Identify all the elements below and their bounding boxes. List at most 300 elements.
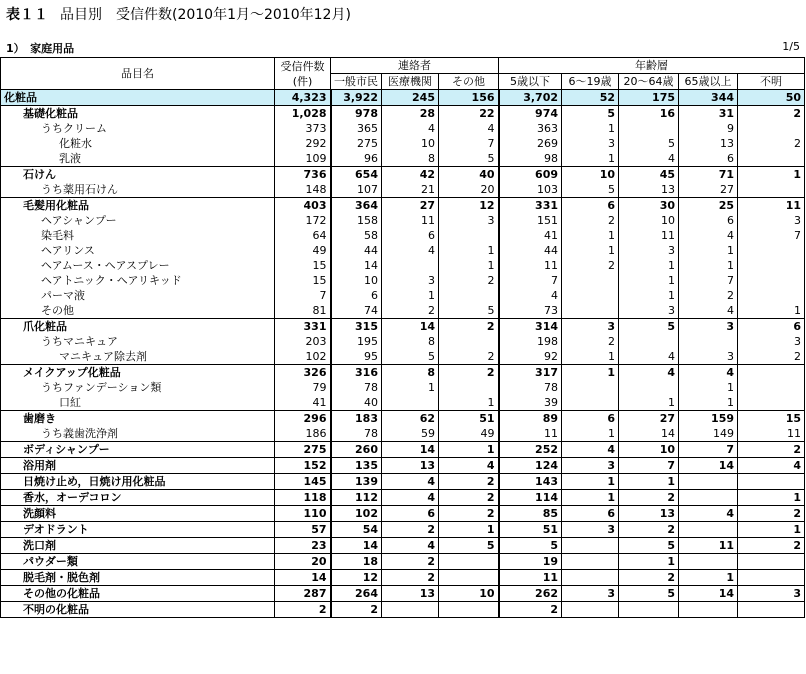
table-row <box>1 182 805 198</box>
row-item-name: 浴用剤 <box>1 458 275 474</box>
cell-age-20-64: 11 <box>619 228 679 243</box>
table-row <box>1 106 805 122</box>
table-body <box>1 90 805 618</box>
cell-age-6-19 <box>562 602 619 618</box>
cell-age-6-19 <box>562 538 619 554</box>
cell-count: 15 <box>275 273 331 288</box>
cell-contact-other: 1 <box>439 243 499 258</box>
cell-age-6-19: 5 <box>562 106 619 122</box>
cell-age-0-5: 103 <box>499 182 562 198</box>
cell-contact-medical: 11 <box>382 213 439 228</box>
cell-count: 15 <box>275 258 331 273</box>
cell-age-20-64 <box>619 121 679 136</box>
row-item-name: マニキュア除去剤 <box>1 349 275 365</box>
cell-age-0-5: 73 <box>499 303 562 319</box>
header-contact-medical: 医療機関 <box>382 74 439 90</box>
cell-age-65plus: 11 <box>679 538 738 554</box>
cell-age-unknown <box>738 151 805 167</box>
cell-age-65plus: 27 <box>679 182 738 198</box>
cell-age-0-5: 3,702 <box>499 90 562 106</box>
cell-contact-public: 96 <box>331 151 382 167</box>
cell-age-20-64: 5 <box>619 136 679 151</box>
cell-count: 203 <box>275 334 331 349</box>
cell-contact-medical: 4 <box>382 243 439 258</box>
header-age-unknown: 不明 <box>738 74 805 90</box>
cell-age-65plus <box>679 602 738 618</box>
header-count: 受信件数(件) <box>275 58 331 90</box>
cell-contact-public: 139 <box>331 474 382 490</box>
row-item-name: ヘアトニック・ヘアリキッド <box>1 273 275 288</box>
table-row <box>1 334 805 349</box>
cell-contact-medical: 1 <box>382 288 439 303</box>
cell-age-6-19 <box>562 288 619 303</box>
cell-contact-public: 112 <box>331 490 382 506</box>
cell-age-unknown: 3 <box>738 586 805 602</box>
cell-contact-medical: 4 <box>382 490 439 506</box>
cell-age-unknown: 1 <box>738 303 805 319</box>
cell-contact-medical: 2 <box>382 303 439 319</box>
cell-contact-medical: 245 <box>382 90 439 106</box>
cell-contact-other: 2 <box>439 365 499 381</box>
cell-age-20-64: 5 <box>619 319 679 335</box>
cell-contact-other: 2 <box>439 319 499 335</box>
cell-age-65plus: 31 <box>679 106 738 122</box>
cell-count: 41 <box>275 395 331 411</box>
cell-age-unknown: 50 <box>738 90 805 106</box>
cell-contact-public: 316 <box>331 365 382 381</box>
cell-age-6-19: 3 <box>562 458 619 474</box>
cell-contact-medical <box>382 602 439 618</box>
cell-contact-medical: 6 <box>382 228 439 243</box>
table-row <box>1 258 805 273</box>
cell-contact-medical: 1 <box>382 380 439 395</box>
cell-contact-other: 5 <box>439 538 499 554</box>
cell-age-6-19: 1 <box>562 474 619 490</box>
cell-contact-public: 183 <box>331 411 382 427</box>
table-row <box>1 121 805 136</box>
cell-age-20-64: 3 <box>619 303 679 319</box>
cell-age-20-64: 14 <box>619 426 679 442</box>
cell-count: 736 <box>275 167 331 183</box>
row-item-name: 脱毛剤・脱色剤 <box>1 570 275 586</box>
row-item-name: うち薬用石けん <box>1 182 275 198</box>
cell-age-65plus <box>679 554 738 570</box>
cell-age-6-19: 6 <box>562 506 619 522</box>
cell-age-65plus: 344 <box>679 90 738 106</box>
cell-contact-other: 2 <box>439 506 499 522</box>
cell-contact-medical: 5 <box>382 349 439 365</box>
cell-age-unknown <box>738 288 805 303</box>
cell-age-20-64: 4 <box>619 151 679 167</box>
cell-age-65plus: 1 <box>679 380 738 395</box>
cell-contact-medical: 4 <box>382 538 439 554</box>
cell-age-0-5: 314 <box>499 319 562 335</box>
cell-contact-public: 365 <box>331 121 382 136</box>
cell-age-65plus: 159 <box>679 411 738 427</box>
cell-contact-medical: 8 <box>382 365 439 381</box>
cell-contact-medical <box>382 258 439 273</box>
row-item-name: 染毛料 <box>1 228 275 243</box>
cell-contact-public: 10 <box>331 273 382 288</box>
cell-count: 2 <box>275 602 331 618</box>
cell-count: 49 <box>275 243 331 258</box>
cell-contact-public: 264 <box>331 586 382 602</box>
cell-age-20-64: 1 <box>619 288 679 303</box>
cell-contact-other <box>439 334 499 349</box>
cell-age-65plus: 13 <box>679 136 738 151</box>
table-row <box>1 554 805 570</box>
table-row <box>1 228 805 243</box>
cell-count: 14 <box>275 570 331 586</box>
cell-contact-other: 51 <box>439 411 499 427</box>
cell-contact-public: 102 <box>331 506 382 522</box>
cell-age-6-19 <box>562 303 619 319</box>
row-item-name: 石けん <box>1 167 275 183</box>
cell-contact-public: 158 <box>331 213 382 228</box>
table-row <box>1 602 805 618</box>
cell-contact-medical: 13 <box>382 586 439 602</box>
table-row <box>1 303 805 319</box>
cell-age-unknown: 3 <box>738 334 805 349</box>
cell-contact-medical: 8 <box>382 334 439 349</box>
cell-age-unknown: 11 <box>738 426 805 442</box>
cell-age-6-19: 1 <box>562 490 619 506</box>
cell-age-0-5: 151 <box>499 213 562 228</box>
cell-contact-public: 12 <box>331 570 382 586</box>
cell-age-unknown: 2 <box>738 506 805 522</box>
table-row <box>1 167 805 183</box>
cell-count: 7 <box>275 288 331 303</box>
table-row <box>1 442 805 458</box>
cell-age-6-19 <box>562 570 619 586</box>
row-item-name: うちクリーム <box>1 121 275 136</box>
cell-age-20-64: 1 <box>619 273 679 288</box>
cell-contact-other: 2 <box>439 273 499 288</box>
cell-contact-medical: 2 <box>382 554 439 570</box>
cell-age-0-5: 114 <box>499 490 562 506</box>
row-item-name: その他の化粧品 <box>1 586 275 602</box>
cell-contact-public: 78 <box>331 380 382 395</box>
table-row <box>1 90 805 106</box>
cell-contact-other: 4 <box>439 121 499 136</box>
cell-contact-other <box>439 570 499 586</box>
row-item-name: 日焼け止め，日焼け用化粧品 <box>1 474 275 490</box>
cell-age-20-64: 5 <box>619 586 679 602</box>
row-item-name: うちマニキュア <box>1 334 275 349</box>
cell-age-unknown: 2 <box>738 538 805 554</box>
cell-contact-other: 20 <box>439 182 499 198</box>
row-item-name: メイクアップ化粧品 <box>1 365 275 381</box>
table-row <box>1 586 805 602</box>
cell-count: 1,028 <box>275 106 331 122</box>
table-row <box>1 151 805 167</box>
cell-age-65plus: 4 <box>679 303 738 319</box>
cell-age-0-5: 5 <box>499 538 562 554</box>
cell-contact-other: 156 <box>439 90 499 106</box>
cell-contact-medical: 21 <box>382 182 439 198</box>
table-row <box>1 349 805 365</box>
table-title-text: 品目別 受信件数(2010年1月～2010年12月) <box>60 7 351 23</box>
cell-contact-medical: 62 <box>382 411 439 427</box>
cell-count: 23 <box>275 538 331 554</box>
cell-age-65plus: 7 <box>679 273 738 288</box>
cell-age-20-64: 1 <box>619 554 679 570</box>
cell-count: 186 <box>275 426 331 442</box>
cell-age-20-64: 2 <box>619 522 679 538</box>
cell-age-unknown <box>738 602 805 618</box>
cell-age-6-19: 1 <box>562 228 619 243</box>
table-number: 表１１ <box>6 7 48 23</box>
cell-age-20-64 <box>619 602 679 618</box>
cell-age-0-5: 44 <box>499 243 562 258</box>
cell-age-unknown: 2 <box>738 349 805 365</box>
cell-contact-public: 107 <box>331 182 382 198</box>
table-row <box>1 538 805 554</box>
header-contact-other: その他 <box>439 74 499 90</box>
row-item-name: 化粧水 <box>1 136 275 151</box>
row-item-name: 香水，オーデコロン <box>1 490 275 506</box>
cell-contact-other: 22 <box>439 106 499 122</box>
cell-count: 292 <box>275 136 331 151</box>
cell-contact-other: 10 <box>439 586 499 602</box>
cell-count: 20 <box>275 554 331 570</box>
cell-age-0-5: 39 <box>499 395 562 411</box>
cell-contact-other: 1 <box>439 522 499 538</box>
cell-age-65plus: 7 <box>679 442 738 458</box>
cell-contact-medical: 6 <box>382 506 439 522</box>
cell-age-0-5: 363 <box>499 121 562 136</box>
cell-age-65plus: 2 <box>679 288 738 303</box>
cell-count: 81 <box>275 303 331 319</box>
header-age-65plus: 65歳以上 <box>679 74 738 90</box>
cell-age-0-5: 11 <box>499 426 562 442</box>
cell-age-65plus <box>679 490 738 506</box>
cell-age-0-5: 19 <box>499 554 562 570</box>
cell-contact-other: 5 <box>439 151 499 167</box>
row-item-name: うち義歯洗浄剤 <box>1 426 275 442</box>
cell-age-0-5: 331 <box>499 198 562 214</box>
row-item-name: その他 <box>1 303 275 319</box>
cell-age-65plus: 6 <box>679 213 738 228</box>
cell-age-6-19: 3 <box>562 136 619 151</box>
cell-age-6-19: 2 <box>562 258 619 273</box>
table-row <box>1 288 805 303</box>
cell-count: 331 <box>275 319 331 335</box>
cell-contact-medical: 4 <box>382 121 439 136</box>
data-table <box>0 57 805 618</box>
cell-age-6-19: 10 <box>562 167 619 183</box>
row-item-name: うちファンデーション類 <box>1 380 275 395</box>
cell-contact-public: 74 <box>331 303 382 319</box>
row-item-name: 基礎化粧品 <box>1 106 275 122</box>
cell-count: 64 <box>275 228 331 243</box>
cell-contact-other <box>439 288 499 303</box>
cell-age-65plus: 4 <box>679 506 738 522</box>
cell-contact-medical: 3 <box>382 273 439 288</box>
cell-age-20-64: 4 <box>619 349 679 365</box>
cell-count: 287 <box>275 586 331 602</box>
cell-contact-other: 40 <box>439 167 499 183</box>
cell-age-6-19: 1 <box>562 365 619 381</box>
cell-age-6-19: 1 <box>562 426 619 442</box>
cell-age-20-64: 10 <box>619 213 679 228</box>
row-item-name: パーマ液 <box>1 288 275 303</box>
cell-contact-medical: 10 <box>382 136 439 151</box>
header-age: 年齢層 <box>499 58 805 74</box>
cell-contact-public: 44 <box>331 243 382 258</box>
cell-age-65plus: 1 <box>679 395 738 411</box>
cell-contact-other: 7 <box>439 136 499 151</box>
cell-age-20-64 <box>619 334 679 349</box>
table-row <box>1 365 805 381</box>
row-item-name: 口紅 <box>1 395 275 411</box>
cell-count: 4,323 <box>275 90 331 106</box>
cell-contact-public: 95 <box>331 349 382 365</box>
cell-count: 110 <box>275 506 331 522</box>
cell-age-0-5: 269 <box>499 136 562 151</box>
cell-contact-medical <box>382 395 439 411</box>
cell-contact-public: 54 <box>331 522 382 538</box>
cell-contact-other: 2 <box>439 474 499 490</box>
cell-contact-other: 1 <box>439 395 499 411</box>
cell-contact-other: 5 <box>439 303 499 319</box>
cell-age-65plus: 1 <box>679 570 738 586</box>
cell-contact-other: 3 <box>439 213 499 228</box>
cell-age-65plus: 9 <box>679 121 738 136</box>
section-subtitle: 1） 家庭用品 <box>6 42 75 55</box>
row-item-name: 洗顔料 <box>1 506 275 522</box>
cell-count: 145 <box>275 474 331 490</box>
cell-age-unknown: 2 <box>738 442 805 458</box>
cell-age-unknown: 3 <box>738 213 805 228</box>
cell-age-6-19: 6 <box>562 198 619 214</box>
cell-contact-other: 12 <box>439 198 499 214</box>
cell-age-20-64: 3 <box>619 243 679 258</box>
cell-age-20-64: 13 <box>619 182 679 198</box>
cell-age-0-5: 85 <box>499 506 562 522</box>
cell-age-0-5: 89 <box>499 411 562 427</box>
page-indicator: 1/5 <box>782 40 800 53</box>
cell-age-6-19: 3 <box>562 586 619 602</box>
row-item-name: 化粧品 <box>1 90 275 106</box>
cell-contact-public: 58 <box>331 228 382 243</box>
table-row <box>1 319 805 335</box>
cell-age-65plus: 149 <box>679 426 738 442</box>
cell-age-unknown <box>738 554 805 570</box>
cell-age-unknown <box>738 258 805 273</box>
cell-contact-public: 18 <box>331 554 382 570</box>
cell-age-0-5: 317 <box>499 365 562 381</box>
cell-contact-public: 2 <box>331 602 382 618</box>
cell-count: 109 <box>275 151 331 167</box>
table-row <box>1 395 805 411</box>
cell-contact-public: 6 <box>331 288 382 303</box>
cell-age-0-5: 92 <box>499 349 562 365</box>
cell-age-unknown: 1 <box>738 167 805 183</box>
cell-contact-public: 978 <box>331 106 382 122</box>
cell-age-20-64 <box>619 380 679 395</box>
cell-age-65plus: 3 <box>679 319 738 335</box>
cell-contact-medical: 8 <box>382 151 439 167</box>
cell-age-6-19: 2 <box>562 213 619 228</box>
cell-age-20-64: 45 <box>619 167 679 183</box>
cell-contact-medical: 59 <box>382 426 439 442</box>
cell-age-6-19: 3 <box>562 319 619 335</box>
cell-age-6-19: 1 <box>562 349 619 365</box>
cell-age-0-5: 11 <box>499 258 562 273</box>
cell-contact-other: 2 <box>439 349 499 365</box>
row-item-name: ヘアシャンプー <box>1 213 275 228</box>
cell-age-unknown <box>738 182 805 198</box>
cell-contact-medical: 27 <box>382 198 439 214</box>
cell-age-6-19: 1 <box>562 243 619 258</box>
cell-age-unknown: 2 <box>738 106 805 122</box>
cell-age-unknown <box>738 395 805 411</box>
cell-contact-medical: 14 <box>382 442 439 458</box>
cell-age-20-64: 1 <box>619 258 679 273</box>
cell-contact-public: 275 <box>331 136 382 151</box>
cell-age-6-19 <box>562 273 619 288</box>
table-row <box>1 213 805 228</box>
table-row <box>1 570 805 586</box>
cell-age-0-5: 609 <box>499 167 562 183</box>
cell-age-6-19: 5 <box>562 182 619 198</box>
cell-age-20-64: 5 <box>619 538 679 554</box>
cell-contact-medical: 14 <box>382 319 439 335</box>
cell-age-unknown <box>738 474 805 490</box>
cell-age-6-19: 2 <box>562 334 619 349</box>
cell-contact-public: 40 <box>331 395 382 411</box>
cell-contact-other: 1 <box>439 258 499 273</box>
row-item-name: 不明の化粧品 <box>1 602 275 618</box>
cell-age-unknown: 7 <box>738 228 805 243</box>
cell-age-65plus: 14 <box>679 586 738 602</box>
cell-age-20-64: 7 <box>619 458 679 474</box>
header-age-0-5: 5歳以下 <box>499 74 562 90</box>
cell-age-6-19: 1 <box>562 121 619 136</box>
cell-age-20-64: 4 <box>619 365 679 381</box>
cell-contact-other <box>439 554 499 570</box>
cell-age-unknown: 15 <box>738 411 805 427</box>
cell-age-65plus <box>679 474 738 490</box>
cell-contact-medical: 42 <box>382 167 439 183</box>
cell-age-0-5: 262 <box>499 586 562 602</box>
cell-contact-public: 195 <box>331 334 382 349</box>
cell-age-0-5: 4 <box>499 288 562 303</box>
row-item-name: 乳液 <box>1 151 275 167</box>
row-item-name: 爪化粧品 <box>1 319 275 335</box>
cell-contact-medical: 2 <box>382 522 439 538</box>
cell-age-unknown: 2 <box>738 136 805 151</box>
header-age-6-19: 6～19歳 <box>562 74 619 90</box>
cell-contact-public: 260 <box>331 442 382 458</box>
table-row <box>1 273 805 288</box>
row-item-name: ボディシャンプー <box>1 442 275 458</box>
cell-age-20-64: 16 <box>619 106 679 122</box>
cell-age-20-64: 27 <box>619 411 679 427</box>
cell-age-0-5: 974 <box>499 106 562 122</box>
cell-count: 79 <box>275 380 331 395</box>
cell-age-20-64: 10 <box>619 442 679 458</box>
cell-age-0-5: 143 <box>499 474 562 490</box>
cell-age-0-5: 78 <box>499 380 562 395</box>
cell-age-6-19: 3 <box>562 522 619 538</box>
table-row <box>1 411 805 427</box>
cell-contact-public: 14 <box>331 538 382 554</box>
cell-age-0-5: 98 <box>499 151 562 167</box>
cell-age-65plus: 3 <box>679 349 738 365</box>
cell-age-65plus <box>679 334 738 349</box>
